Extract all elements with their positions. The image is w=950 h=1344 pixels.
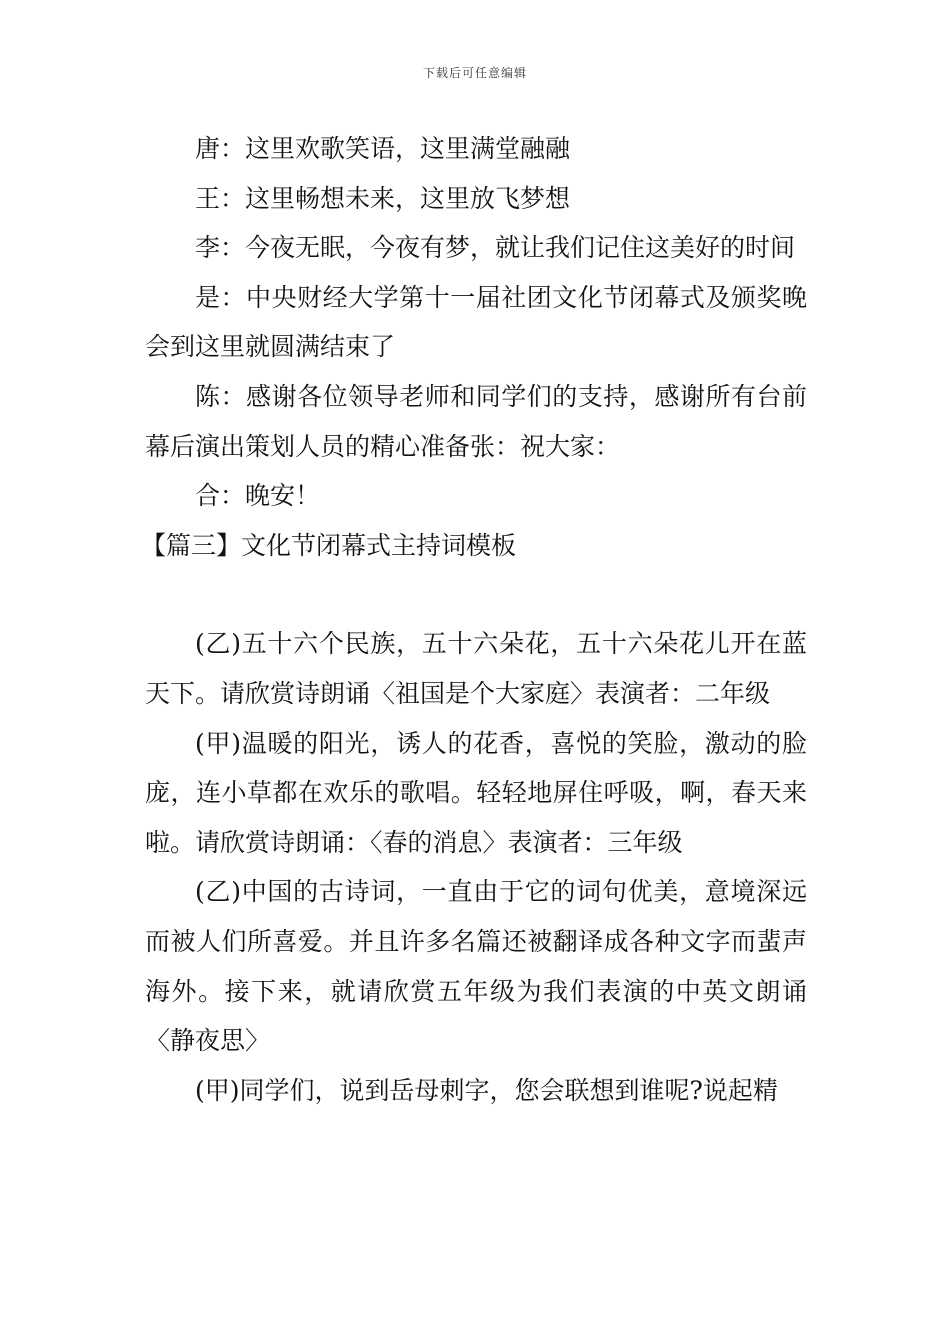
paragraph-jia-1: (甲)温暖的阳光，诱人的花香，喜悦的笑脸，激动的脸庞，连小草都在欢乐的歌唱。轻轻地屏住呼吸，啊，春天来啦。请欣赏诗朗诵：〈春的消息〉表演者：三年级 bbox=[145, 728, 807, 857]
paragraph-wang: 王：这里畅想未来，这里放飞梦想 bbox=[195, 183, 571, 213]
paragraph-jia-2: (甲)同学们，说到岳母刺字，您会联想到谁呢?说起精 bbox=[195, 1075, 778, 1105]
paragraph-tang: 唐：这里欢歌笑语，这里满堂融融 bbox=[195, 134, 571, 163]
section-heading: 【篇三】文化节闭幕式主持词模板 bbox=[141, 530, 517, 560]
paragraph-chen: 陈：感谢各位领导老师和同学们的支持，感谢所有台前幕后演出策划人员的精心准备张：祝大家： bbox=[145, 381, 807, 461]
paragraph-he: 合：晚安！ bbox=[195, 481, 321, 511]
paragraph-yi-1: (乙)五十六个民族，五十六朵花，五十六朵花儿开在蓝天下。请欣赏诗朗诵〈祖国是个大家庭〉表演者：二年级 bbox=[145, 629, 807, 708]
paragraph-li: 李：今夜无眠，今夜有梦，就让我们记住这美好的时间 bbox=[195, 233, 796, 263]
page-header: 下载后可任意编辑 bbox=[422, 66, 527, 80]
document-body bbox=[141, 124, 807, 1115]
paragraph-shi: 是：中央财经大学第十一届社团文化节闭幕式及颁奖晚会到这里就圆满结束了 bbox=[145, 282, 807, 362]
paragraph-yi-2: (乙)中国的古诗词，一直由于它的词句优美，意境深远而被人们所喜爱。并且许多名篇还被翻译成各种文字而蜚声海外。接下来，就请欣赏五年级为我们表演的中英文朗诵〈静夜思〉 bbox=[145, 877, 807, 1056]
